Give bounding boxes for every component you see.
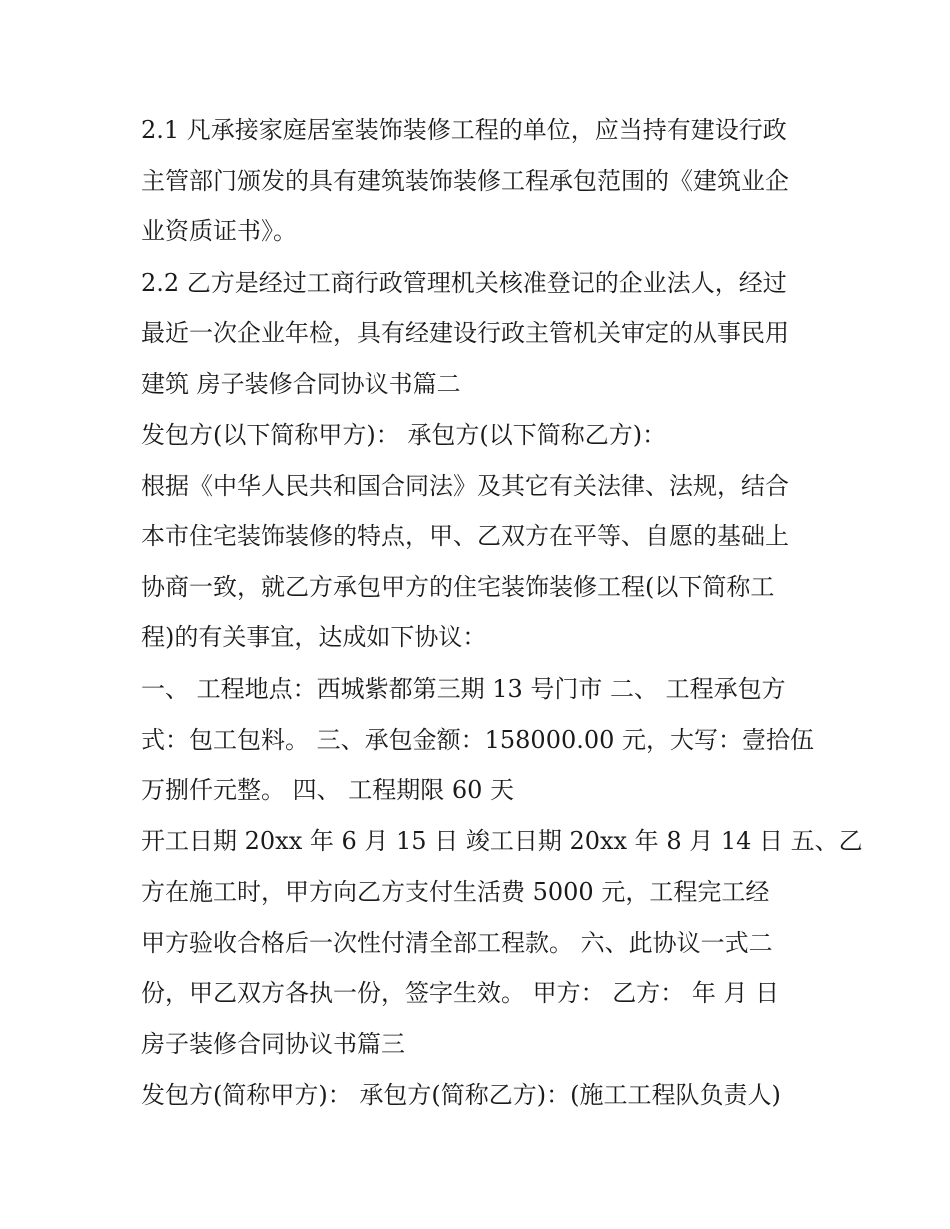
text-line: 发包方(简称甲方)： 承包方(简称乙方)：(施工工程队负责人) — [141, 1081, 781, 1109]
text-line: 本市住宅装饰装修的特点，甲、乙双方在平等、自愿的基础上 — [141, 522, 789, 550]
text-line: 房子装修合同协议书篇三 — [141, 1030, 405, 1058]
text-line: 2.2 乙方是经过工商行政管理机关核准登记的企业法人，经过 — [141, 269, 787, 297]
text-line: 万捌仟元整。 四、 工程期限 60 天 — [141, 776, 515, 804]
text-line: 根据《中华人民共和国合同法》及其它有关法律、法规，结合 — [141, 472, 789, 500]
text-line: 一、 工程地点：西城紫都第三期 13 号门市 二、 工程承包方 — [141, 675, 786, 703]
text-line: 主管部门颁发的具有建筑装饰装修工程承包范围的《建筑业企 — [141, 167, 789, 195]
text-line: 甲方验收合格后一次性付清全部工程款。 六、此协议一式二 — [141, 929, 773, 957]
text-line: 程)的有关事宜，达成如下协议： — [141, 623, 487, 651]
text-line: 方在施工时，甲方向乙方支付生活费 5000 元，工程完工经 — [141, 878, 770, 906]
text-line: 2.1 凡承接家庭居室装饰装修工程的单位，应当持有建设行政 — [141, 116, 787, 144]
text-line: 式：包工包料。 三、承包金额：158000.00 元，大写：壹拾伍 — [141, 726, 815, 754]
text-line: 份，甲乙双方各执一份，签字生效。 甲方： 乙方： 年 月 日 — [141, 979, 780, 1007]
text-line: 发包方(以下简称甲方)： 承包方(以下简称乙方)： — [141, 421, 667, 449]
text-line: 开工日期 20xx 年 6 月 15 日 竣工日期 20xx 年 8 月 14 日 五、乙 — [141, 827, 863, 855]
text-line: 最近一次企业年检，具有经建设行政主管机关审定的从事民用 — [141, 319, 789, 347]
text-line: 业资质证书》。 — [141, 217, 297, 245]
text-line: 协商一致，就乙方承包甲方的住宅装饰装修工程(以下简称工 — [141, 573, 775, 601]
text-line: 建筑 房子装修合同协议书篇二 — [141, 370, 461, 398]
